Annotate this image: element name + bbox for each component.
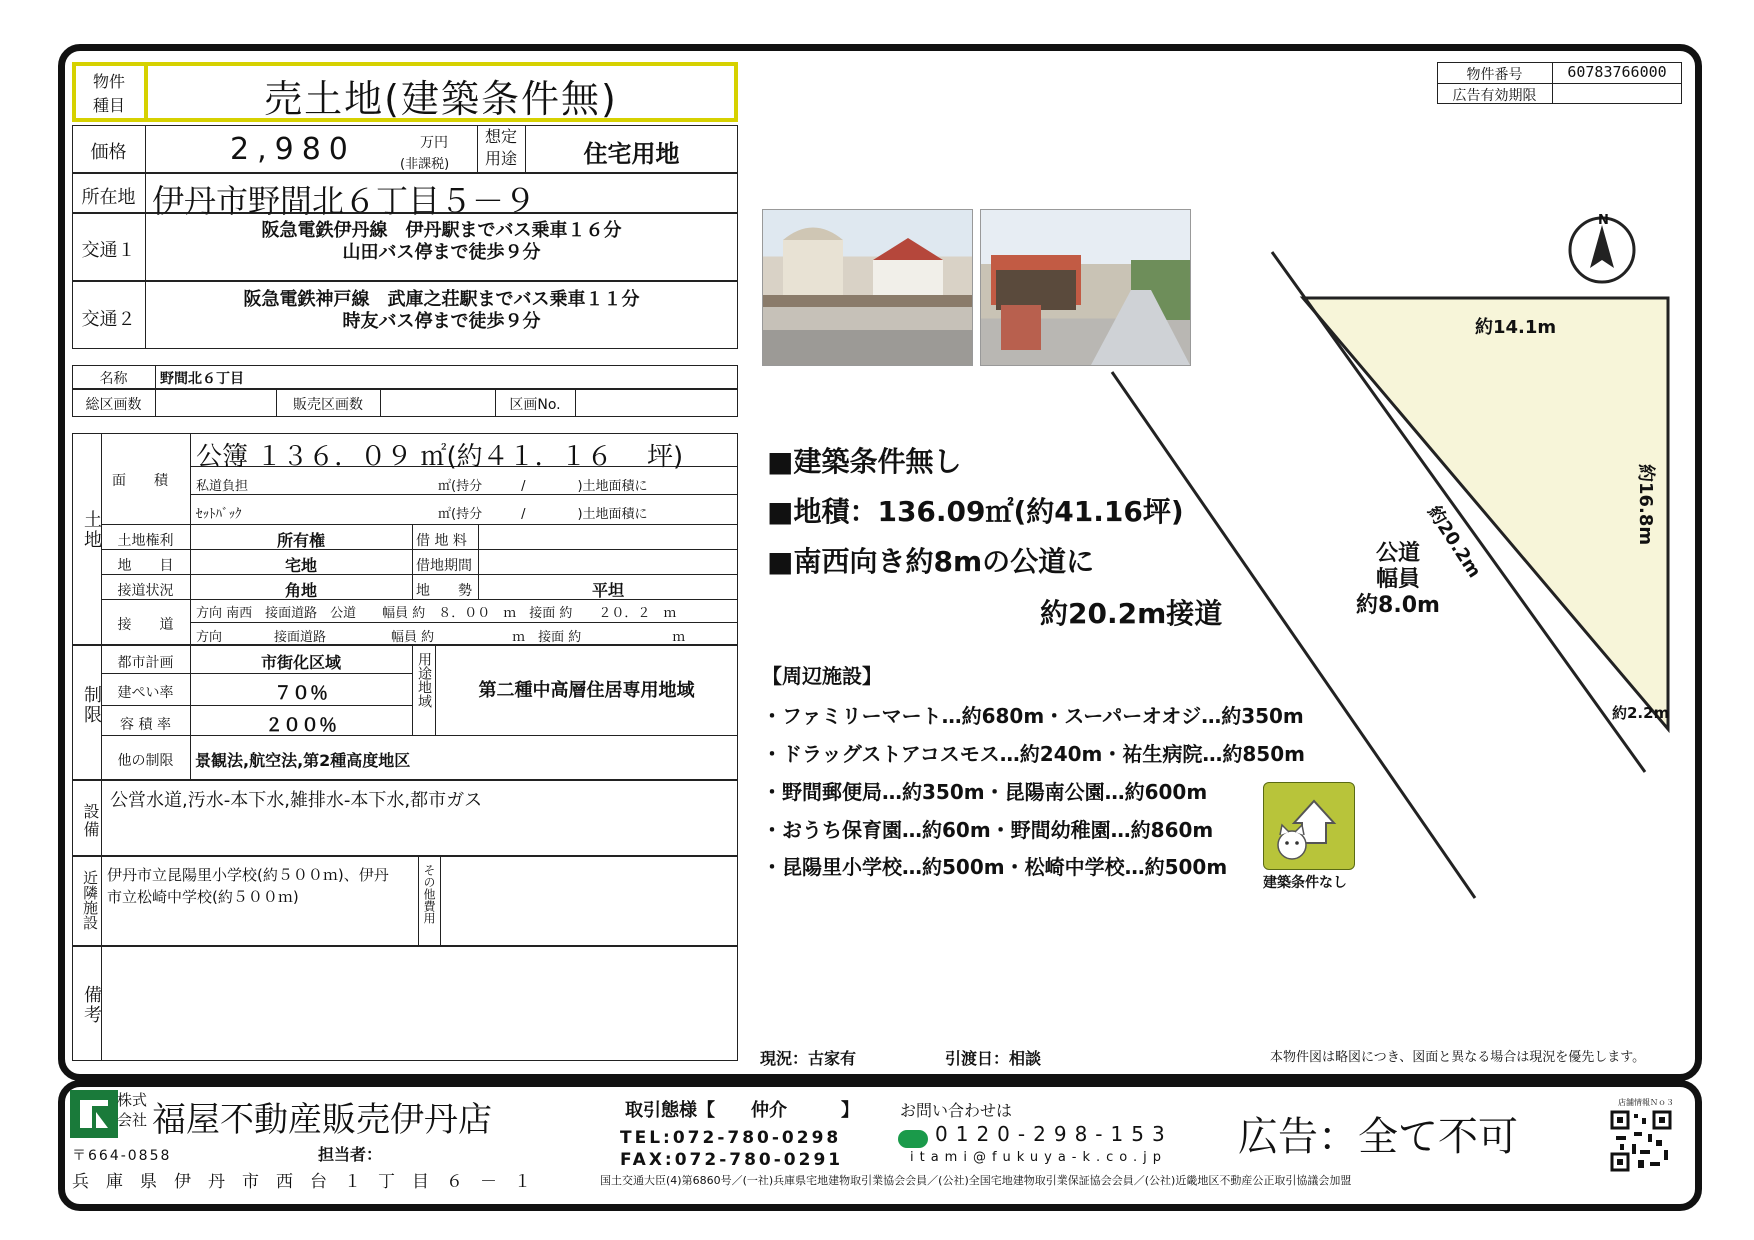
road-label: 接 道 [117,617,174,633]
coverage-label: 建ぺい率 [117,685,174,701]
free-dial-icon [898,1130,928,1148]
rights-label: 土地権利 [117,533,174,549]
coverage-value: ７０％ [274,683,328,704]
rights-value: 所有権 [276,531,325,550]
divider [101,574,738,575]
qr-label: 店舗情報Ｎｏ３ [1618,1098,1674,1107]
email: itami@fukuya-k.co.jp [910,1150,1168,1165]
divider [155,389,156,417]
road-row1: 方向 南西 接面道路 公道 幅員 約 ８．００ ｍ 接面 約 ２０．２ ｍ [196,606,677,621]
terrain-value: 平坦 [591,581,624,600]
subdivision-name-value: 野間北６丁目 [160,371,244,387]
divider [101,524,738,525]
qr-code-graphic [1610,1110,1672,1172]
access1-label: 交通１ [81,240,136,261]
far-label: 容 積 率 [120,717,171,733]
subdivision-name-label: 名称 [99,371,128,387]
company-logo [70,1090,118,1138]
terrain-label: 地 勢 [416,583,472,599]
divider [101,735,738,736]
price-label: 価格 [90,142,127,163]
private-road-label: 私道負担 [196,479,249,494]
dim-left: 約20.2m [1423,502,1485,582]
dim-top: 約14.1m [1475,317,1557,338]
access1-line2: 山田バス停まで徒歩９分 [342,242,541,263]
city-plan-value: 市街化区域 [260,653,341,672]
staff-label: 担当者： [318,1145,383,1164]
road-status-label: 接道状況 [117,583,174,599]
subdivision-count-row [72,389,738,417]
company-address: 兵 庫 県 伊 丹 市 西 台 １ 丁 目 ６ － １ [72,1172,531,1192]
fukuya-logo-icon [72,1092,116,1136]
road-label-map: 公道 幅員 約8.0m [1356,541,1440,618]
tel: TEL:072-780-0298 [620,1128,842,1148]
divider [190,494,738,495]
price-unit: 万円 [420,135,448,151]
surroundings-item: ・おうち保育園…約60m・野間幼稚園…約860m [762,818,1214,842]
badge-label: 建築条件なし [1263,875,1347,891]
divider [101,673,412,674]
divider [101,705,412,706]
company-kind: 株式 会社 [116,1091,147,1129]
free-dial-number: 0120-298-153 [935,1122,1173,1146]
highlight-4: 約20.2m接道 [1040,597,1223,630]
divider [412,645,413,735]
facilities-label: 設備 [81,803,100,839]
divider [440,856,441,946]
divider [412,524,413,599]
divider [155,365,156,389]
highlight-3: ■南西向き約8mの公道に [767,545,1095,578]
surroundings-item: ・野間郵便局…約350m・昆陽南公園…約600m [762,780,1208,804]
area-label: 面 積 [112,473,168,489]
property-no-label: 物件番号 [1466,67,1523,83]
access1-line1: 阪急電鉄伊丹線 伊丹駅までバス乗車１６分 [261,220,622,241]
other-cost-label: その他費用 [422,864,436,924]
nearby-line2: 市立松崎中学校(約５００ｍ) [107,888,299,906]
highlight-2: ■地積：136.09㎡(約41.16坪) [767,495,1184,528]
divider [190,622,738,623]
divider [101,599,738,600]
location-value: 伊丹市野間北６丁目５－９ [152,182,537,220]
fax: FAX:072-780-0291 [620,1150,844,1170]
dim-corner: 約2.2m [1612,704,1670,722]
use-label: 想定 用途 [484,127,517,168]
surroundings-title: 【周辺施設】 [762,664,882,688]
road-row2: 方向 接面道路 幅員 約 ｍ 接面 約 ｍ [196,630,686,645]
postal-code: 〒664-0858 [72,1148,172,1164]
other-restrictions-label: 他の制限 [117,753,174,769]
nearby-label: 近隣施設 [81,870,99,930]
lot-no-label: 区画No. [509,397,561,413]
divider [418,856,419,946]
divider [145,125,146,173]
surroundings-item: ・ファミリーマート…約680m・スーパーオオジ…約350m [762,704,1304,728]
type-label: 物件 種目 [92,72,125,115]
dim-right: 約16.8m [1635,464,1656,546]
zoning-value: 第二種中高層住居専用地域 [478,680,695,701]
divider [145,173,146,213]
property-type: 売土地(建築条件無) [264,77,618,121]
surroundings-item: ・ドラッグストアコスモス…約240m・祐生病院…約850m [762,742,1305,766]
highlight-1: ■建築条件無し [767,445,962,478]
property-no-value: 60783766000 [1567,63,1667,81]
far-value: ２００％ [265,715,337,736]
facilities-value: 公営水道,汚水-本下水,雑排水-本下水,都市ガス [110,790,483,811]
deal-type: 取引態様【 仲介 】 [625,1100,859,1121]
setback-label: ｾｯﾄﾊﾞｯｸ [196,507,242,522]
setback-tail: ㎡(持分 / )土地面積に [438,507,648,522]
handover: 引渡日：相談 [945,1049,1042,1068]
price-value: 2,980 [230,132,356,167]
access2-label: 交通２ [81,309,136,330]
area-main: 公簿 １３６．０９ ㎡(約４１．１６ 坪) [196,442,684,472]
company-name: 福屋不動産販売伊丹店 [152,1100,492,1140]
divider [380,389,381,417]
map-note: 本物件図は略図につき、図面と異なる場合は現況を優先します。 [1270,1050,1646,1065]
divider [575,389,576,417]
access2-line1: 阪急電鉄神戸線 武庫之荘駅までバス乗車１１分 [243,289,640,310]
private-road-tail: ㎡(持分 / )土地面積に [438,479,648,494]
zoning-label: 用途地域 [416,652,432,708]
rent-label: 借 地 料 [416,533,467,549]
use-value: 住宅用地 [583,140,680,168]
restrictions-section-label: 制限 [81,685,102,725]
surroundings-item: ・昆陽里小学校…約500m・松崎中学校…約500m [762,855,1228,879]
ad-notice: 広告：全て不可 [1238,1114,1518,1160]
inquiry-label: お問い合わせは [900,1101,1013,1120]
access2-line2: 時友バス停まで徒歩９分 [342,311,541,332]
license-line: 国土交通大臣(4)第6860号／(一社)兵庫県宅地建物取引業協会会員／(公社)全国宅地建物取引業保証協会会員／(公社)近畿地区不動産公正取引協議会加盟 [600,1174,1352,1187]
sale-lots-label: 販売区画数 [293,397,363,413]
category-label: 地 目 [117,558,174,574]
divider [101,549,738,550]
city-plan-label: 都市計画 [117,655,174,671]
qr-code [1610,1110,1672,1172]
category-value: 宅地 [284,556,317,575]
land-section-label: 土地 [81,510,102,550]
current-status: 現況：古家有 [760,1049,857,1068]
location-label: 所在地 [81,187,136,208]
remarks-label: 備考 [81,985,102,1025]
total-lots-label: 総区画数 [85,397,142,413]
tax-note: (非課税) [400,157,450,172]
lease-label: 借地期間 [416,558,472,574]
remarks-section [72,946,738,1061]
road-status-value: 角地 [284,581,317,600]
street-photo-1-art [763,210,972,365]
street-photo-1 [762,209,973,366]
ad-expiry-label: 広告有効期限 [1452,88,1537,104]
north-label: N [1598,213,1609,228]
nearby-line1: 伊丹市立昆陽里小学校(約５００ｍ)、伊丹 [107,866,389,884]
other-restrictions-value: 景観法,航空法,第2種高度地区 [195,751,411,770]
